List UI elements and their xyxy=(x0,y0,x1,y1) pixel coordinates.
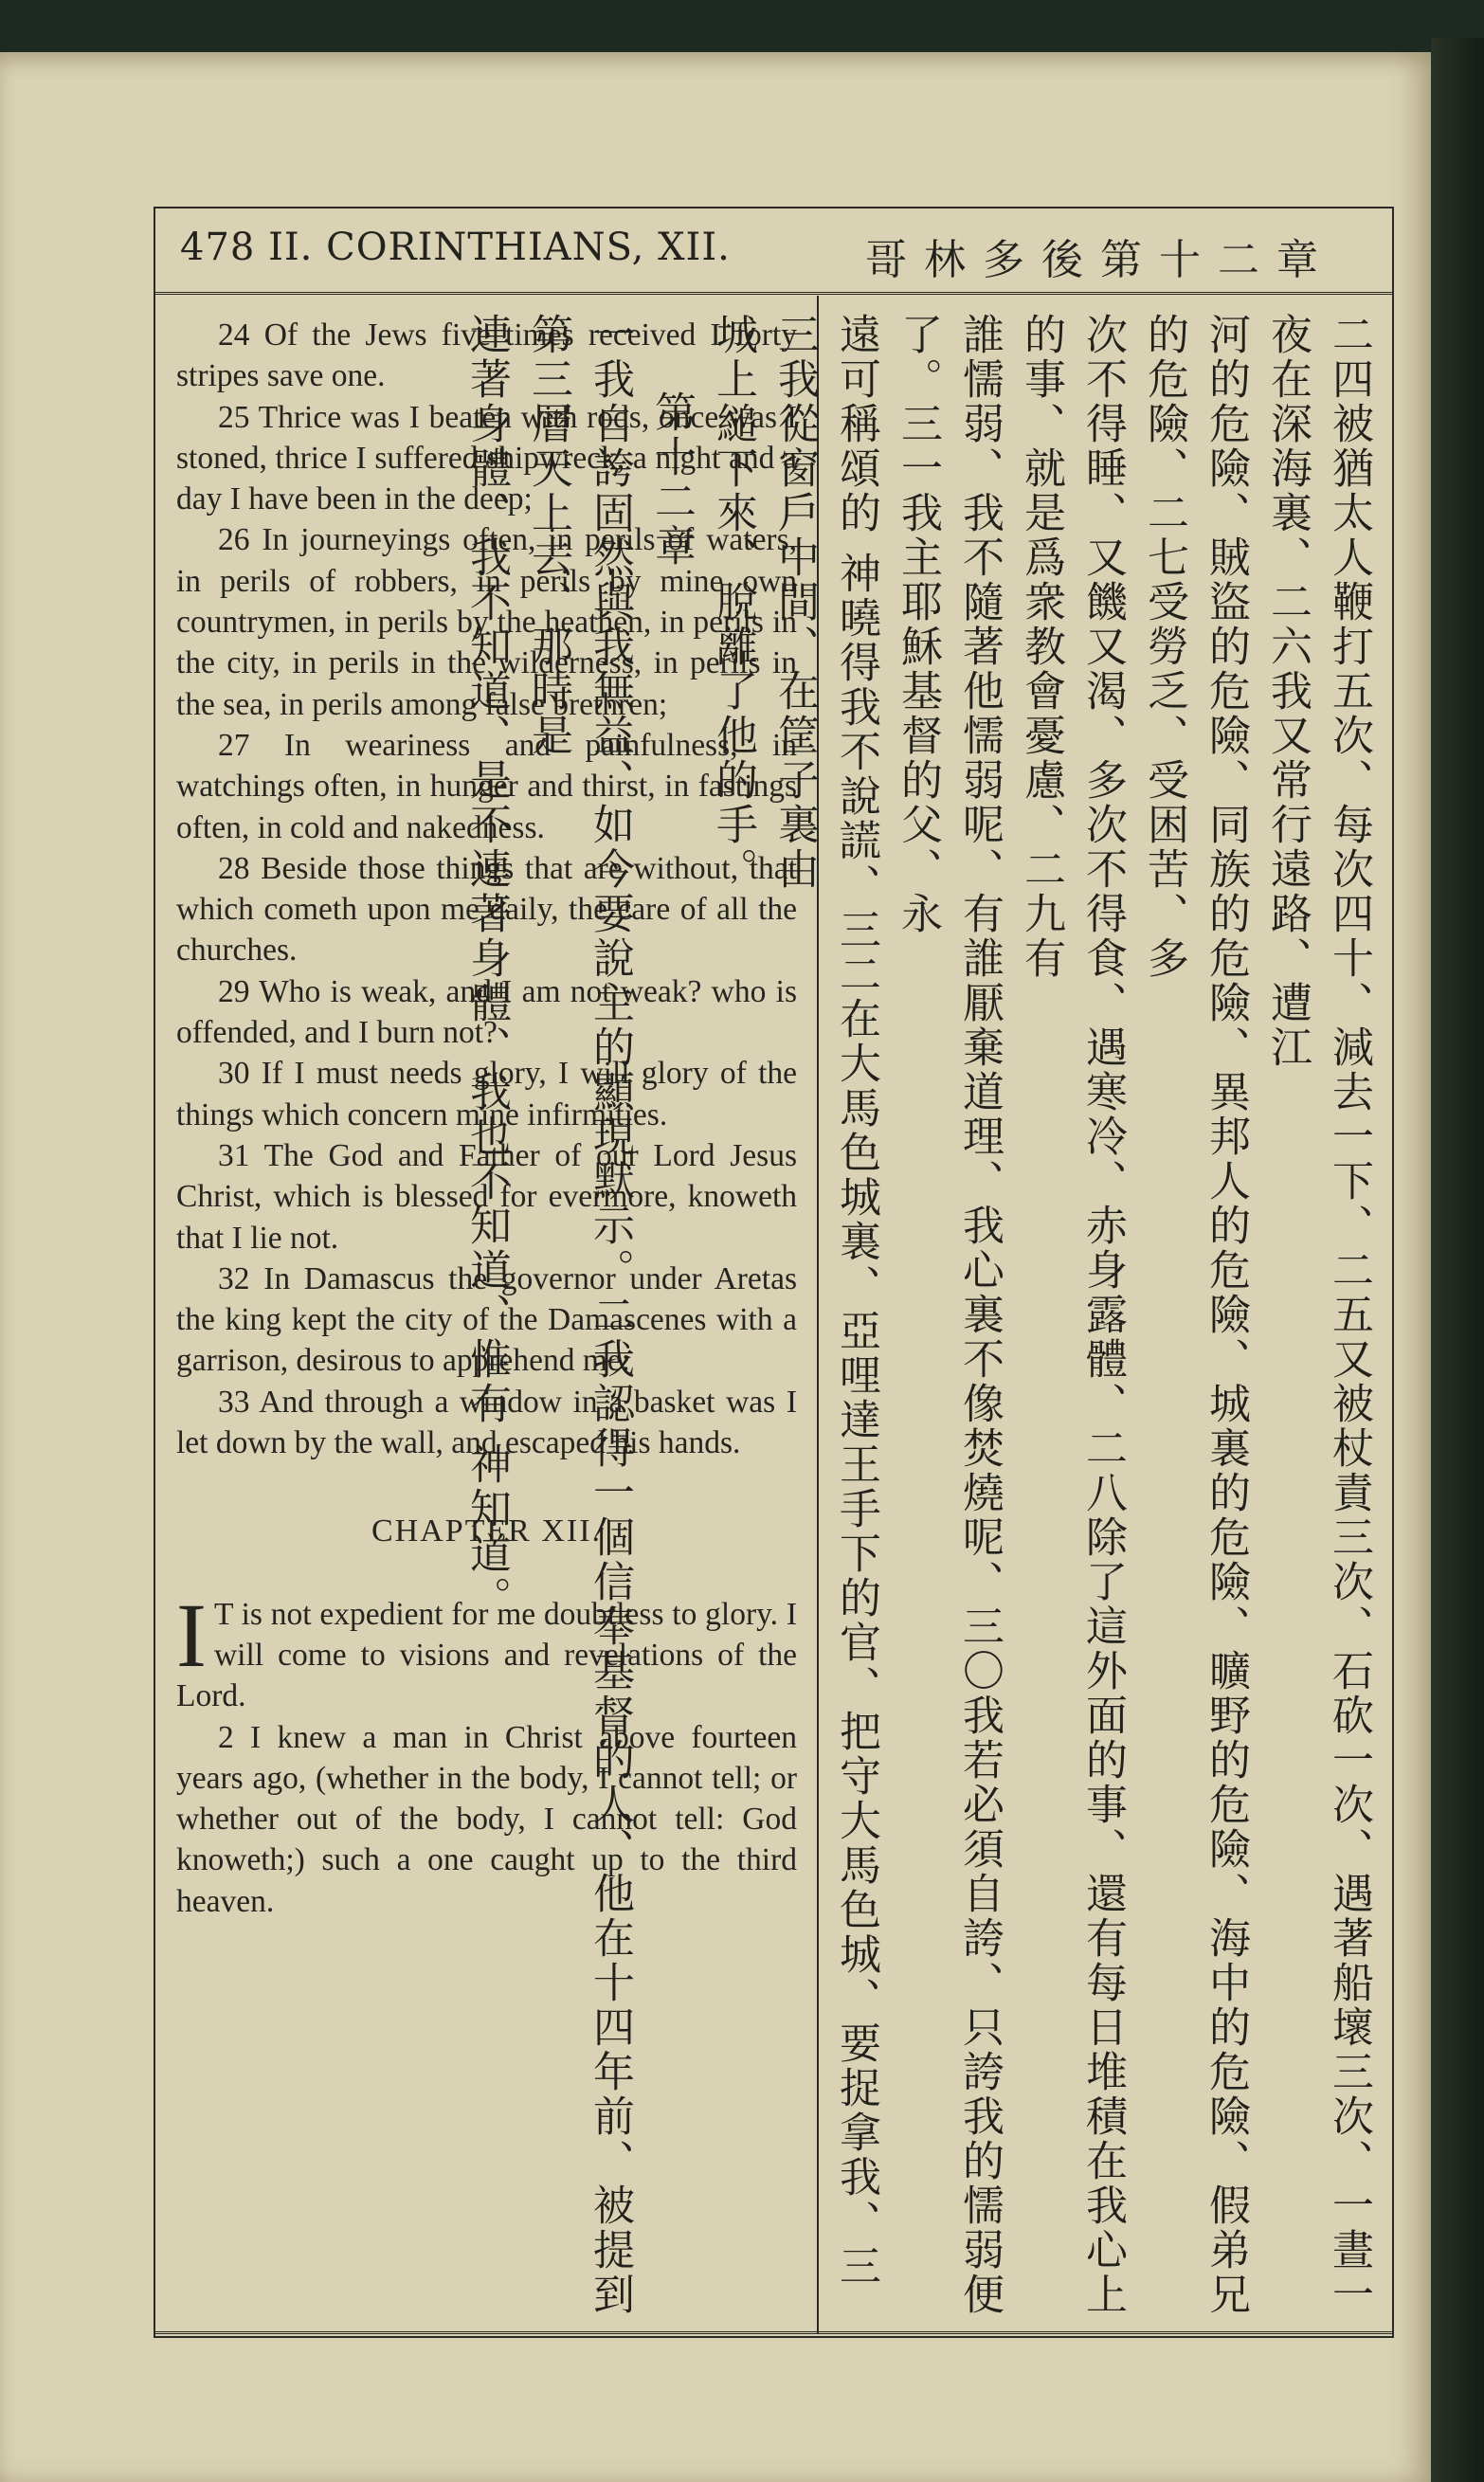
verse-27: 27 In weariness and painfulness, in watchings often, in hunger and thirst, in fastings often, in cold and nakedness. xyxy=(176,727,797,845)
zh-column-3: 次不得睡、又饑又渴、多次不得食、遇寒冷、赤身露體、二八除了這外面的事、還有每日堆積在我心上的事、就是爲衆教會憂慮、二九有 xyxy=(1017,313,1127,2317)
zh-column-2: 河的危險、賊盜的危險、同族的危險、異邦人的危險、城裏的危險、曠野的危險、海中的危險、假弟兄的危險、二七受勞乏、受困苦、多 xyxy=(1140,313,1250,2317)
verse-30: 30 If I must needs glory, I will glory of the things which concern mine infirmities. xyxy=(176,1056,797,1132)
verse-31: 31 The God and Father of our Lord Jesus Christ, which is blessed for evermore, knoweth that I lie not. xyxy=(176,1137,797,1256)
zh-column-6: 城上縋下來、脫離了他的手。 xyxy=(709,313,757,892)
footer-rule xyxy=(155,2331,1392,2334)
chapter-verse-2: 2 I knew a man in Christ above fourteen years ago, (whether in the body, I cannot tell; or whether out of the body, I cannot tell: God knoweth;) such a one caught up to the third heaven. xyxy=(176,1719,797,1919)
zh-column-4: 誰懦弱、我不隨著他懦弱呢、有誰厭棄道理、我心裏不像焚燒呢、三〇我若必須自誇、只誇我的懦弱便了。三一我主耶穌基督的父、永 xyxy=(894,313,1004,2317)
verse-24: 24 Of the Jews five times received I forty stripes save one. xyxy=(176,317,797,394)
zh-chapter-column-1: 一我自誇固然與我無益、如今要說主的顯現默示。二我認得一個信奉基督的人、他在十四年前、被提到第三層天上去、那時是 xyxy=(524,313,634,2317)
verse-33: 33 And through a window in a basket was I let down by the wall, and escaped his hands. xyxy=(176,1384,797,1461)
running-header xyxy=(155,208,1392,295)
verse-28: 28 Beside those things that are without, that which cometh upon me daily, the care of all the churches. xyxy=(176,850,797,969)
verse-32: 32 In Damascus the governor under Aretas the king kept the city of the Damascenes with a garrison, desirous to apprehend me: xyxy=(176,1260,797,1379)
chapter-verse-1-text: T is not expedient for me doubtless to glory. I will come to visions and revelations of the Lord. xyxy=(176,1596,797,1714)
zh-column-1: 二四被猶太人鞭打五次、每次四十、減去一下、二五又被杖責三次、石砍一次、遇著船壞三次、一晝一夜在深海裏、二六我又常行遠路、遭江 xyxy=(1263,313,1373,2317)
book-page xyxy=(0,52,1431,2482)
drop-cap: I xyxy=(176,1584,207,1686)
verse-25: 25 Thrice was I beaten with rods, once was I stoned, thrice I suffered shipwreck, a night and a day I have been in the deep; xyxy=(176,399,797,517)
verse-26: 26 In journeyings often, in perils of waters, in perils of robbers, in perils by mine own countrymen, in perils by the heathen, in perils in the city, in perils in the wilderness, in perils in the sea, in perils among false brethren; xyxy=(176,522,797,722)
header-english: 478 II. CORINTHIANS, XII. xyxy=(180,226,731,269)
page-frame xyxy=(154,207,1394,2338)
book-edge xyxy=(1431,38,1484,2482)
zh-column-5: 遠可稱頌的 神曉得我不說謊、三二在大馬色城裏、亞哩達王手下的官、把守大馬色城、要捉拿我、三三我從窗戶中間、在筐子裏由 xyxy=(770,313,880,2289)
zh-chapter-heading: 第十二章 xyxy=(647,390,696,569)
zh-chapter-column-2: 連著身體、我不知道、是不連著身體、我也不知道、惟有 神知道。 xyxy=(462,313,511,1621)
header-chinese: 哥林多後第十二章 xyxy=(865,236,1335,284)
verse-29: 29 Who is weak, and I am not weak? who is offended, and I burn not? xyxy=(176,973,797,1051)
chapter-heading: CHAPTER XII. xyxy=(371,1513,603,1549)
